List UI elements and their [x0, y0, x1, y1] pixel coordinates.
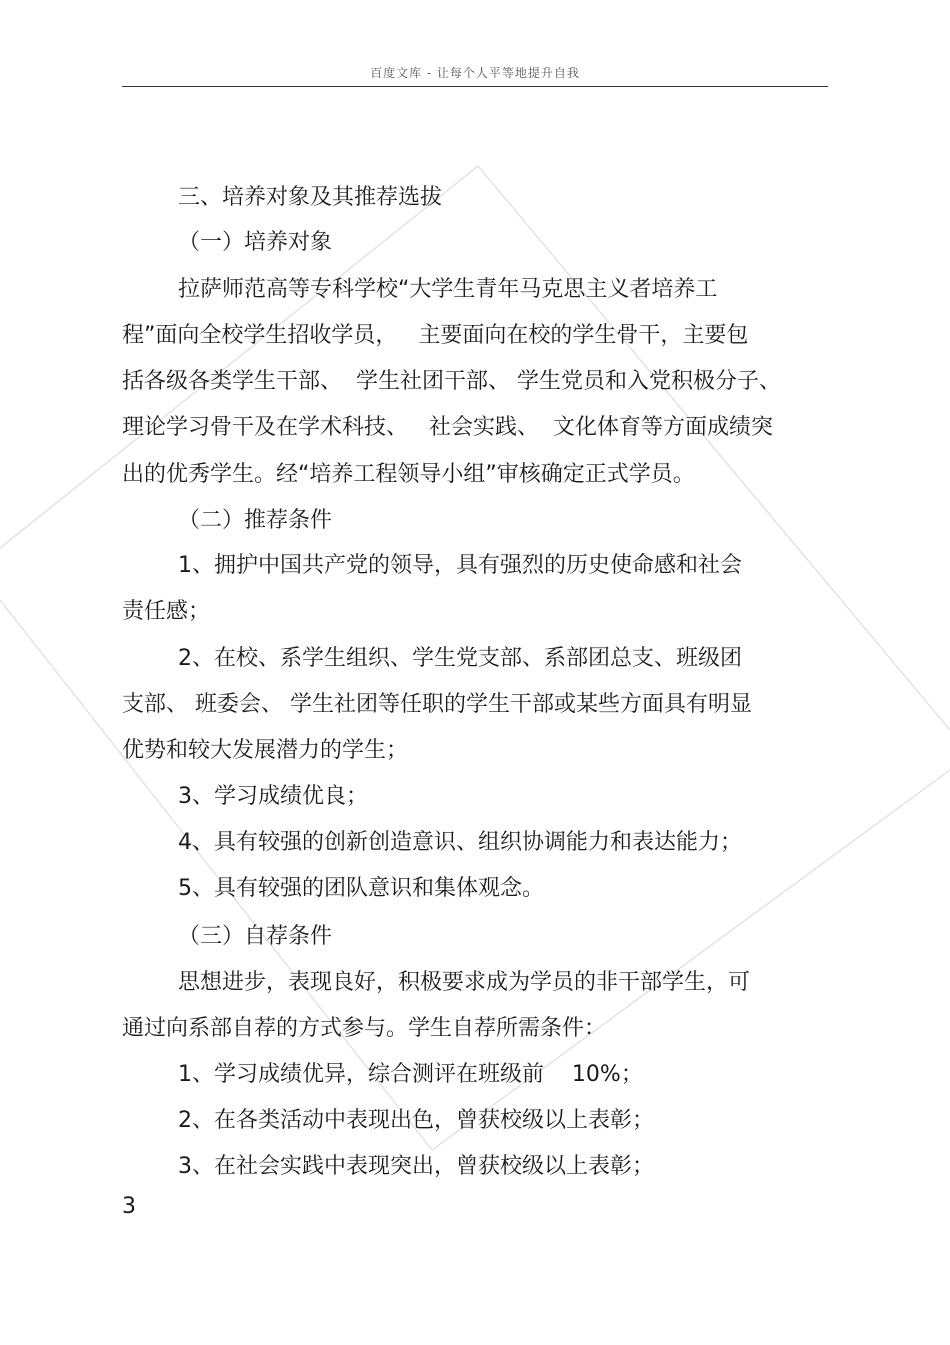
subsection-heading: （二）推荐条件 [122, 508, 332, 533]
subsection-heading: （三）自荐条件 [122, 924, 332, 949]
list-item: 优势和较大发展潜力的学生； [122, 738, 409, 763]
list-item: 3、在社会实践中表现突出，曾获校级以上表彰； [122, 1154, 654, 1179]
paragraph-line: 思想进步，表现良好，积极要求成为学员的非干部学生，可 [122, 970, 750, 995]
paragraph-line: 出的优秀学生。经“培养工程领导小组”审核确定正式学员。 [122, 462, 695, 487]
list-item: 5、具有较强的团队意识和集体观念。 [122, 876, 544, 901]
paragraph-line: 理论学习骨干及在学术科技、 社会实践、 文化体育等方面成绩突 [122, 415, 773, 440]
paragraph-line: 括各级各类学生干部、 学生社团干部、 学生党员和入党积极分子、 [122, 369, 781, 394]
list-item: 4、具有较强的创新创造意识、组织协调能力和表达能力； [122, 830, 742, 855]
section-heading: 三、培养对象及其推荐选拔 [122, 185, 442, 210]
list-item: 1、拥护中国共产党的领导，具有强烈的历史使命感和社会 [122, 553, 742, 578]
list-item: 3、学习成绩优良； [122, 784, 368, 809]
paragraph-line: 程”面向全校学生招收学员， 主要面向在校的学生骨干，主要包 [122, 323, 749, 348]
paragraph-line: 通过向系部自荐的方式参与。学生自荐所需条件： [122, 1016, 607, 1041]
list-item: 责任感； [122, 599, 211, 624]
page-number: 3 [122, 1194, 136, 1219]
list-item: 1、学习成绩优异，综合测评在班级前 10%； [122, 1062, 643, 1087]
list-item: 2、在校、系学生组织、学生党支部、系部团总支、班级团 [122, 646, 742, 671]
header-divider [122, 86, 828, 87]
document-header: 百度文库 - 让每个人平等地提升自我 [370, 66, 580, 80]
list-item: 支部、 班委会、 学生社团等任职的学生干部或某些方面具有明显 [122, 692, 752, 717]
subsection-heading: （一）培养对象 [122, 230, 332, 255]
list-item: 2、在各类活动中表现出色，曾获校级以上表彰； [122, 1108, 654, 1133]
paragraph-line: 拉萨师范高等专科学校“大学生青年马克思主义者培养工 [122, 277, 718, 302]
